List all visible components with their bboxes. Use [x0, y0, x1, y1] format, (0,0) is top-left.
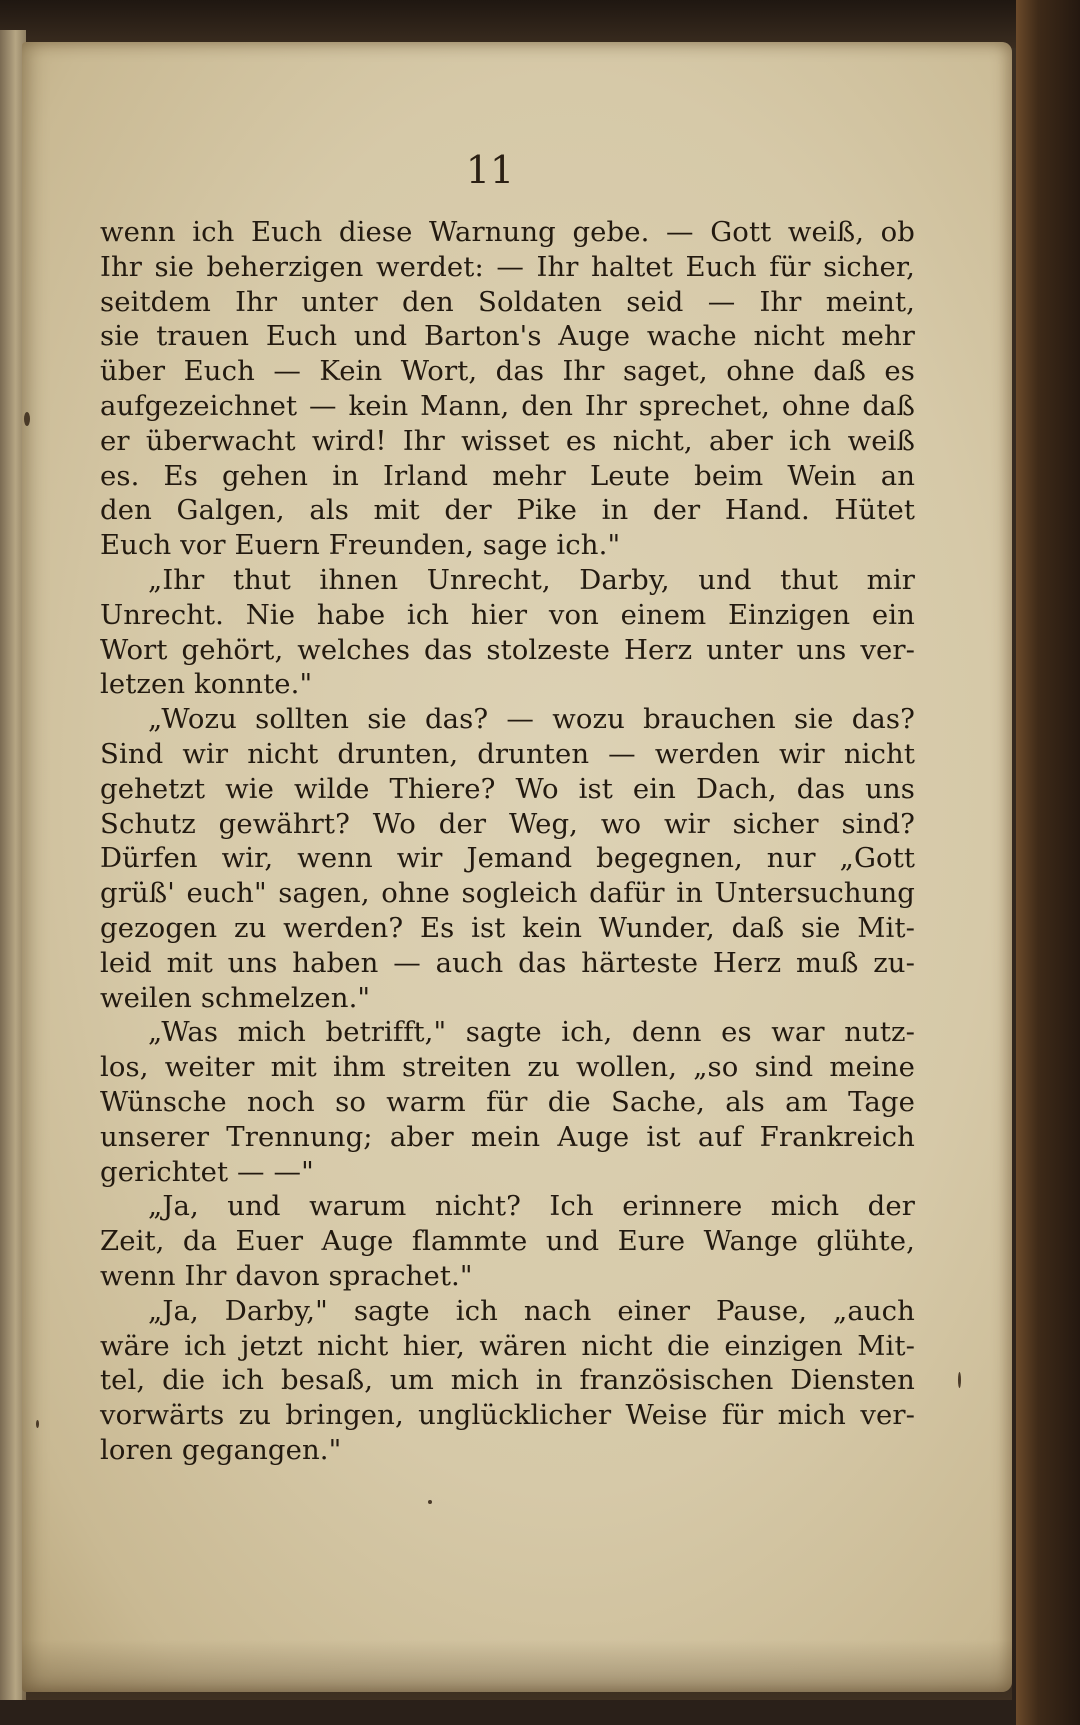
text-line: Zeit, da Euer Auge flammte und Eure Wange glühte, — [100, 1225, 915, 1258]
text-line: letzen konnte." — [100, 668, 313, 701]
text-line: loren gegangen." — [100, 1433, 342, 1466]
text-line: „Ihr thut ihnen Unrecht, Darby, und thut mir — [148, 563, 915, 596]
text-line: „Was mich betrifft," sagte ich, denn es war nutz- — [148, 1016, 915, 1049]
text-line: gezogen zu werden? Es ist kein Wunder, daß sie Mit- — [100, 911, 915, 944]
text-line: Euch vor Euern Freunden, sage ich." — [100, 529, 621, 562]
text-line: wenn Ihr davon sprachet." — [100, 1259, 473, 1292]
paper-speck — [36, 1420, 39, 1428]
text-line: Sind wir nicht drunten, drunten — werden wir nicht — [100, 737, 915, 770]
text-line: los, weiter mit ihm streiten zu wollen, „so sind meine — [100, 1051, 915, 1084]
text-line: Schutz gewährt? Wo der Weg, wo wir sicher sind? — [100, 807, 915, 840]
page-bottom-shadow — [22, 1640, 1012, 1700]
page-text — [100, 215, 915, 1468]
text-line: weilen schmelzen." — [100, 981, 371, 1014]
text-line: gerichtet — —" — [100, 1155, 314, 1188]
text-line: Ihr sie beherzigen werdet: — Ihr haltet Euch für sicher, — [100, 250, 915, 283]
text-line: Dürfen wir, wenn wir Jemand begegnen, nur „Gott — [100, 842, 915, 875]
paper-speck — [24, 412, 30, 426]
paper-speck — [428, 1500, 432, 1504]
text-line: er überwacht wird! Ihr wisset es nicht, aber ich weiß — [100, 424, 915, 457]
text-line: seitdem Ihr unter den Soldaten seid — Ihr meint, — [100, 285, 915, 318]
text-line: über Euch — Kein Wort, das Ihr saget, ohne daß es — [100, 355, 915, 388]
book-cover-top-edge — [0, 0, 1080, 48]
text-line: Unrecht. Nie habe ich hier von einem Einzigen ein — [100, 598, 915, 631]
text-line: wäre ich jetzt nicht hier, wären nicht die einzigen Mit- — [100, 1329, 915, 1362]
paper-speck — [958, 1372, 961, 1388]
text-line: Wort gehört, welches das stolzeste Herz unter uns ver- — [100, 633, 915, 666]
text-line: leid mit uns haben — auch das härteste Herz muß zu- — [100, 946, 915, 979]
text-line: wenn ich Euch diese Warnung gebe. — Gott weiß, ob — [100, 216, 915, 248]
text-line: es. Es gehen in Irland mehr Leute beim Wein an — [100, 459, 915, 492]
text-line: Wünsche noch so warm für die Sache, als am Tage — [100, 1085, 915, 1118]
text-line: tel, die ich besaß, um mich in französischen Diensten — [100, 1364, 915, 1397]
text-line: „Ja, Darby," sagte ich nach einer Pause, „auch — [148, 1294, 915, 1327]
text-line: sie trauen Euch und Barton's Auge wache nicht mehr — [100, 320, 915, 353]
text-line: gehetzt wie wilde Thiere? Wo ist ein Dach, das uns — [100, 772, 915, 805]
text-line: den Galgen, als mit der Pike in der Hand. Hütet — [100, 494, 915, 527]
text-line: aufgezeichnet — kein Mann, den Ihr sprechet, ohne daß — [100, 389, 915, 422]
page-number: 11 — [465, 148, 515, 192]
text-line: „Wozu sollten sie das? — wozu brauchen sie das? — [148, 703, 915, 736]
text-line: vorwärts zu bringen, unglücklicher Weise für mich ver- — [100, 1399, 915, 1432]
book-cover-right-edge — [1016, 0, 1080, 1725]
text-line: „Ja, und warum nicht? Ich erinnere mich der — [148, 1190, 915, 1223]
text-line: grüß' euch" sagen, ohne sogleich dafür in Untersuchung — [100, 877, 915, 910]
text-line: unserer Trennung; aber mein Auge ist auf Frankreich — [100, 1120, 915, 1153]
